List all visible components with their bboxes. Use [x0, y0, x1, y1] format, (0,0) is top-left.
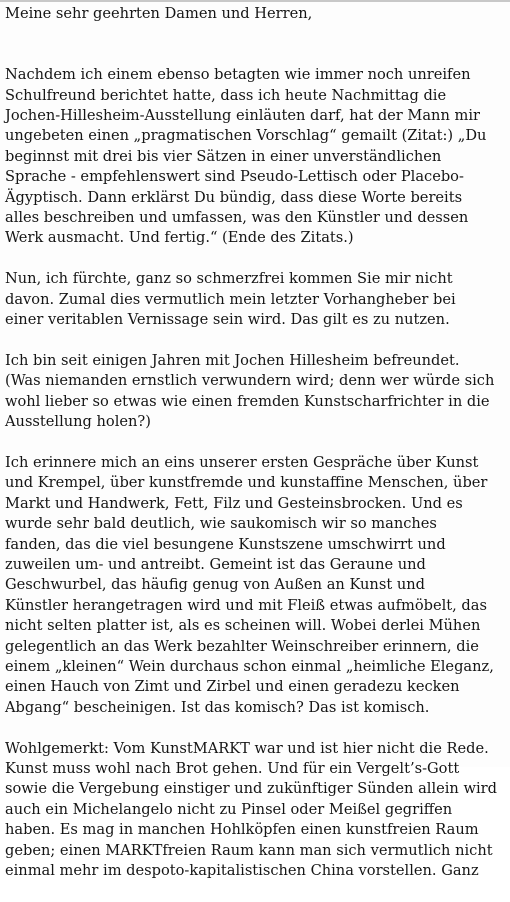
scan-top-edge — [0, 0, 510, 2]
salutation: Meine sehr geehrten Damen und Herren, — [5, 5, 313, 22]
paragraph-2: Nun, ich fürchte, ganz so schmerzfrei kommen Sie mir nicht davon. Zumal dies vermutlich mein letzter Vorhangheber bei einer veritablen Vernissage sein wird. Das gilt es zu nutzen. — [5, 270, 456, 329]
letter-body — [5, 4, 505, 902]
paragraph-1: Nachdem ich einem ebenso betagten wie immer noch unreifen Schulfreund berichtet hatte, dass ich heute Nachmittag die Jochen-Hillesheim-Ausstellung einläuten darf, hat der Mann mir ungebeten einen „pragmatischen Vorschlag“ gemailt (Zitat:) „Du beginnst mit drei bis vier Sätzen in einer unverständlichen Sprache - empfehlenswert sind Pseudo-Lettisch oder Placebo- Ägyptisch. Dann erklärst Du bündig, dass diese Worte bereits alles beschreiben und umfassen, was den Künstler und dessen Werk ausmacht. Und fertig.“ (Ende des Zitats.) — [5, 66, 487, 247]
paragraph-3: Ich bin seit einigen Jahren mit Jochen Hillesheim befreundet. (Was niemanden ernstlich verwundern wird; denn wer würde sich wohl lieber so etwas wie einen fremden Kunstscharfrichter in die Ausstellung holen?) — [5, 351, 495, 431]
paragraph-4: Ich erinnere mich an eins unserer ersten Gespräche über Kunst und Krempel, über kunstfremde und kunstaffine Menschen, über Markt und Handwerk, Fett, Filz und Gesteinsbrocken. Und es wurde sehr bald deutlich, wie saukomisch wir so manches fanden, das die viel besungene Kunstszene umschwirrt und zuweilen um- und antreibt. Gemeint ist das Geraune und Geschwurbel, das häufig genug von Außen an Kunst und Künstler herangetragen wird und mit Fleiß etwas aufmöbelt, das nicht selten platter ist, als es scheinen will. Wobei derlei Mühen gelegentlich an das Werk bezahlter Weinschreiber erinnern, die einem „kleinen“ Wein durchaus schon einmal „heimliche Eleganz, einen Hauch von Zimt und Zirbel und einen geradezu kecken Abgang“ bescheinigen. Ist das komisch? Das ist komisch. — [5, 453, 494, 716]
paragraph-5: Wohlgemerkt: Vom KunstMARKT war und ist hier nicht die Rede. Kunst muss wohl nach Brot gehen. Und für ein Vergelt’s-Gott sowie die Vergebung einstiger und zukünftiger Sünden allein wird auch ein Michelangelo nicht zu Pinsel oder Meißel gegriffen haben. Es mag in manchen Hohlköpfen einen kunstfreien Raum geben; einen MARKTfreien Raum kann man sich vermutlich nicht einmal mehr im despoto-kapitalistischen China vorstellen. Ganz — [5, 739, 497, 879]
